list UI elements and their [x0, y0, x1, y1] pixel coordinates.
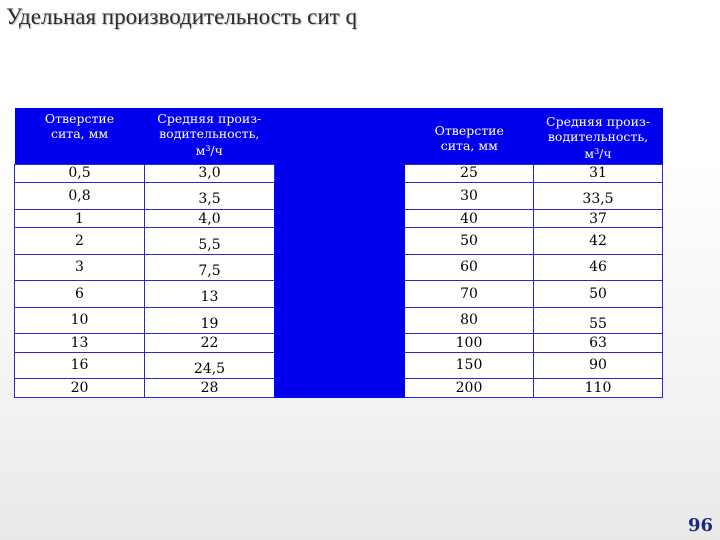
header-unit-line [145, 141, 275, 158]
header-line: Средняя произ- [546, 114, 650, 130]
cell-opening-right: 50 [405, 228, 534, 254]
sieve-capacity-table [14, 108, 663, 398]
cell-opening-right: 25 [405, 164, 534, 183]
cell-value: 3,5 [198, 191, 221, 208]
cell-opening-left: 6 [15, 281, 145, 307]
cell-opening-right: 80 [405, 307, 534, 333]
header-row [15, 108, 663, 164]
cell-opening-right: 60 [405, 254, 534, 280]
cell-capacity-left: 28 [145, 379, 275, 398]
header-line: водительность, [159, 126, 260, 141]
cell-capacity-left: 3,0 [145, 164, 275, 183]
header-line: Средняя произ- [157, 111, 262, 126]
cell-capacity-right: 50 [534, 281, 663, 307]
header-line: Отверстие [44, 111, 115, 126]
cell-opening-right: 100 [405, 334, 534, 353]
cell-opening-right: 150 [405, 352, 534, 378]
cell-opening-left: 0,5 [15, 164, 145, 183]
cell-opening-left: 10 [15, 307, 145, 333]
header-capacity-left [145, 108, 275, 164]
cell-capacity-right: 31 [534, 164, 663, 183]
cell-opening-right: 30 [405, 183, 534, 209]
cell-opening-right: 40 [405, 209, 534, 228]
cell-capacity-left [145, 183, 275, 209]
slide-title: Удельная производительность сит q [6, 4, 357, 29]
cell-opening-right: 200 [405, 379, 534, 398]
table-row [15, 164, 663, 183]
cell-capacity-right: 110 [534, 379, 663, 398]
cell-value: 19 [200, 315, 219, 332]
unit-superscript: 3 [594, 147, 600, 157]
cell-capacity-right [534, 307, 663, 333]
cell-capacity-right [534, 183, 663, 209]
cell-opening-left: 13 [15, 334, 145, 353]
cell-capacity-right: 42 [534, 228, 663, 254]
header-line: водительность, [547, 129, 649, 145]
cell-capacity-left [145, 254, 275, 280]
header-line: сита, мм [50, 126, 109, 141]
cell-value: 7,5 [198, 262, 221, 279]
cell-opening-left: 20 [15, 379, 145, 398]
cell-capacity-right: 63 [534, 334, 663, 353]
page-number: 96 [687, 515, 713, 536]
unit-m: м [195, 143, 206, 158]
header-line: сита, мм [440, 137, 498, 153]
cell-value: 33,5 [582, 191, 614, 208]
cell-capacity-left [145, 281, 275, 307]
cell-opening-right: 70 [405, 281, 534, 307]
cell-capacity-left [145, 228, 275, 254]
cell-capacity-left [145, 307, 275, 333]
header-line: Отверстие [434, 122, 504, 138]
header-unit-line [534, 144, 663, 161]
cell-capacity-right: 46 [534, 254, 663, 280]
cell-capacity-left [145, 352, 275, 378]
cell-opening-left: 1 [15, 209, 145, 228]
unit-per-hour: /ч [210, 143, 223, 158]
cell-value: 13 [200, 289, 219, 306]
unit-m: м [584, 146, 595, 162]
sieve-capacity-table-container [14, 108, 662, 398]
header-opening-right [405, 108, 534, 164]
cell-capacity-right: 37 [534, 209, 663, 228]
cell-capacity-right: 90 [534, 352, 663, 378]
cell-value: 24,5 [193, 360, 226, 377]
unit-per-hour: /ч [599, 146, 612, 162]
cell-value: 55 [589, 315, 607, 332]
cell-capacity-left: 22 [145, 334, 275, 353]
cell-opening-left: 16 [15, 352, 145, 378]
cell-value: 5,5 [198, 236, 221, 253]
cell-opening-left: 2 [15, 228, 145, 254]
blue-gap-header [275, 108, 405, 164]
cell-opening-left: 0,8 [15, 183, 145, 209]
cell-opening-left: 3 [15, 254, 145, 280]
header-capacity-right [534, 108, 663, 164]
header-opening-left [15, 108, 145, 164]
cell-capacity-left: 4,0 [145, 209, 275, 228]
blue-gap-column [275, 164, 405, 398]
unit-superscript: 3 [205, 144, 211, 153]
